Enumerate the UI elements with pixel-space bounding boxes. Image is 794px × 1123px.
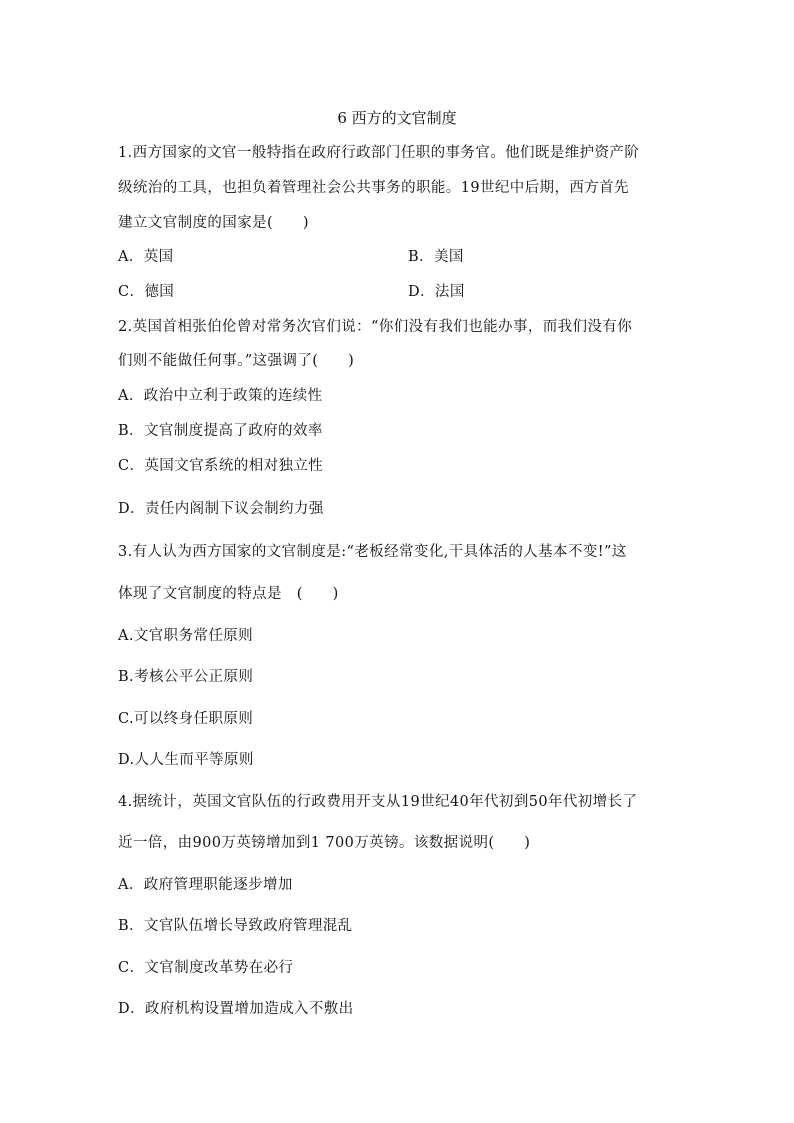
- question-2-text-line-2: 们则不能做任何事。”这强调了( ): [118, 353, 355, 369]
- question-2-text-line-1: 2.英国首相张伯伦曾对常务次官们说：“你们没有我们也能办事，而我们没有你: [118, 319, 633, 335]
- question-3-option-c: C.可以终身任职原则: [118, 711, 254, 727]
- question-2-option-c: C．英国文官系统的相对独立性: [118, 458, 324, 474]
- question-1-text-line-2: 级统治的工具，也担负着管理社会公共事务的职能。19世纪中后期，西方首先: [118, 180, 629, 196]
- question-4-text-line-1: 4.据统计，英国文官队伍的行政费用开支从19世纪40年代初到50年代初增长了: [118, 794, 638, 810]
- question-2-option-b: B．文官制度提高了政府的效率: [118, 423, 323, 439]
- question-1-text-line-1: 1.西方国家的文官一般特指在政府行政部门任职的事务官。他们既是维护资产阶: [118, 145, 640, 161]
- question-3-text-line-1: 3.有人认为西方国家的文官制度是:“老板经常变化,干具体活的人基本不变!”这: [118, 544, 627, 560]
- question-3-option-d: D.人人生而平等原则: [118, 752, 254, 768]
- question-1-text-line-3: 建立文官制度的国家是( ): [118, 215, 309, 231]
- question-3-option-b: B.考核公平公正原则: [118, 669, 254, 685]
- question-2-option-d: D．责任内阁制下议会制约力强: [118, 501, 324, 517]
- question-1-option-a: A．英国: [118, 249, 174, 265]
- question-2-option-a: A．政治中立利于政策的连续性: [118, 388, 323, 404]
- question-3-text-line-2: 体现了文官制度的特点是 ( ): [118, 586, 339, 602]
- question-1-option-d: D．法国: [408, 284, 465, 300]
- question-3-option-a: A.文官职务常任原则: [118, 628, 254, 644]
- question-4-option-b: B．文官队伍增长导致政府管理混乱: [118, 918, 353, 934]
- question-4-option-d: D．政府机构设置增加造成入不敷出: [118, 1001, 354, 1017]
- question-1-option-b: B．美国: [408, 249, 464, 265]
- question-1-option-c: C．德国: [118, 284, 175, 300]
- question-4-text-line-2: 近一倍，由900万英镑增加到1 700万英镑。该数据说明( ): [118, 835, 531, 851]
- question-4-option-a: A．政府管理职能逐步增加: [118, 877, 293, 893]
- page-title: 6 西方的文官制度: [337, 109, 457, 127]
- question-4-option-c: C．文官制度改革势在必行: [118, 960, 294, 976]
